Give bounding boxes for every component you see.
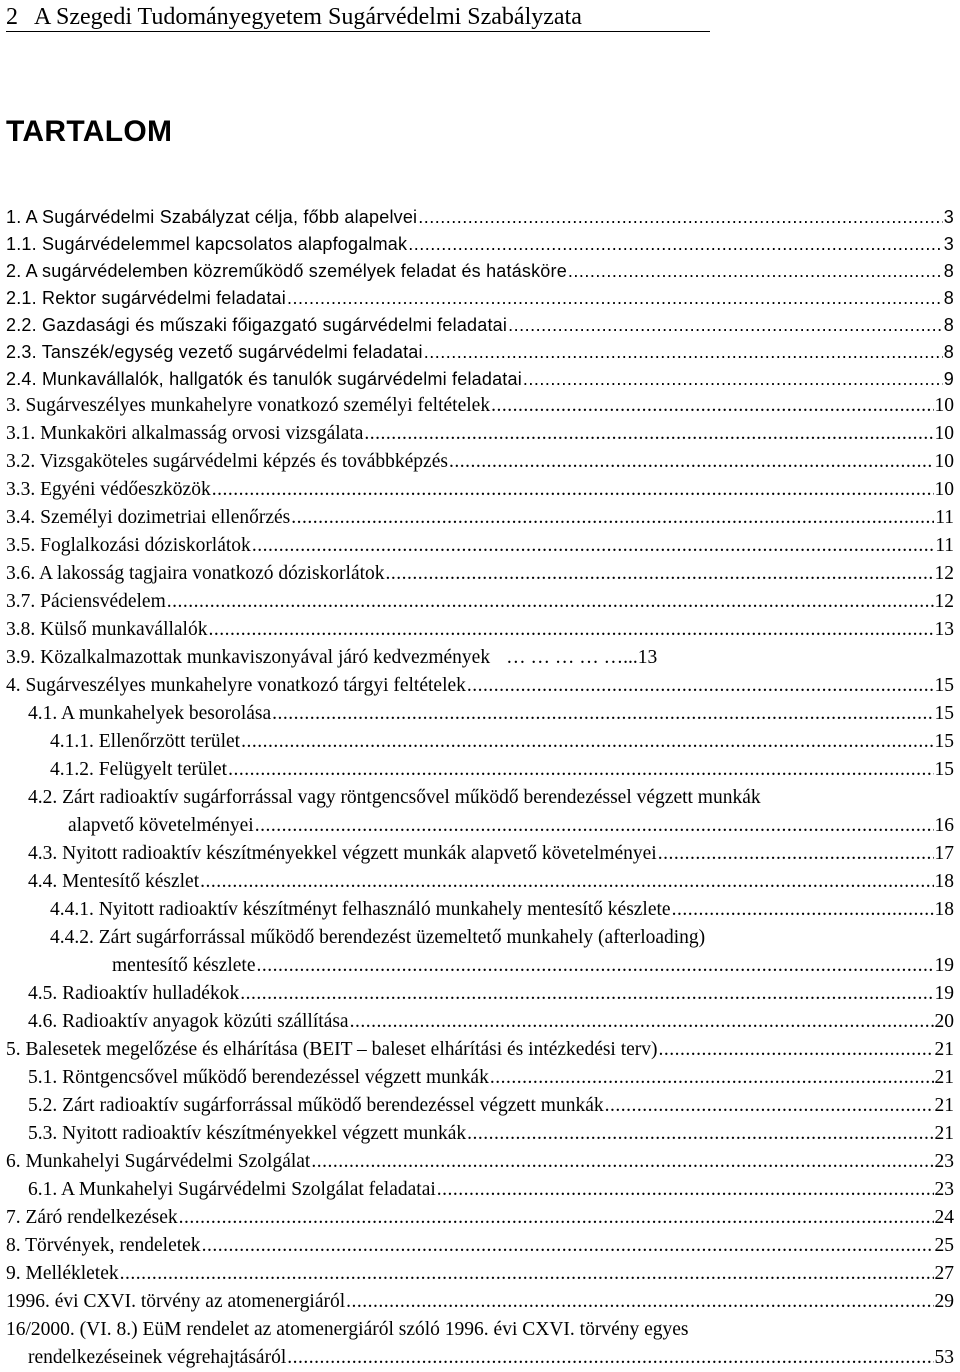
toc-entry[interactable]: 3.9. Közalkalmazottak munkaviszonyával járó kedvezmények … … … … …...13 <box>6 647 658 668</box>
toc-entry[interactable]: 2.1. Rektor sugárvédelmi feladatai ..... 8 <box>6 286 954 310</box>
toc-entry[interactable]: 1. A Sugárvédelmi Szabályzat célja, főbb alapelvei ..... 3 <box>6 205 954 229</box>
toc-entry[interactable]: 2.3. Tanszék/egység vezető sugárvédelmi feladatai ..... 8 <box>6 340 954 364</box>
toc-entry[interactable]: 1.1. Sugárvédelemmel kapcsolatos alapfogalmak ..... 3 <box>6 232 954 256</box>
toc-entry[interactable]: 4. Sugárveszélyes munkahelyre vonatkozó tárgyi feltételek ..... 15 <box>6 674 954 698</box>
toc-entry[interactable]: 3.2. Vizsgaköteles sugárvédelmi képzés és továbbképzés ..... 10 <box>6 450 954 474</box>
toc-entry[interactable]: 4.1.1. Ellenőrzött terület ..... 15 <box>50 730 954 754</box>
header-title: A Szegedi Tudományegyetem Sugárvédelmi Szabályzata <box>34 4 582 30</box>
toc-entry[interactable]: 2.2. Gazdasági és műszaki főigazgató sugárvédelmi feladatai ..... 8 <box>6 313 954 337</box>
toc-entry[interactable]: 4.3. Nyitott radioaktív készítményekkel végzett munkák alapvető követelményei ..... 17 <box>28 842 954 866</box>
toc-entry[interactable]: 6. Munkahelyi Sugárvédelmi Szolgálat ..... 23 <box>6 1150 954 1174</box>
toc-entry[interactable]: 5.1. Röntgencsővel működő berendezéssel végzett munkák ..... 21 <box>28 1066 954 1090</box>
toc-entry[interactable]: 3.5. Foglalkozási dóziskorlátok ..... 11 <box>6 534 954 558</box>
toc-entry-continuation[interactable]: rendelkezéseinek végrehajtásáról ..... 53 <box>28 1346 954 1370</box>
toc-entry[interactable]: 4.5. Radioaktív hulladékok ..... 19 <box>28 982 954 1006</box>
toc-entry[interactable]: 4.1. A munkahelyek besorolása ..... 15 <box>28 702 954 726</box>
toc-entry[interactable]: 2.4. Munkavállalók, hallgatók és tanulók sugárvédelmi feladatai ..... 9 <box>6 367 954 391</box>
toc-entry[interactable]: 8. Törvények, rendeletek ..... 25 <box>6 1234 954 1258</box>
toc-entry[interactable]: 4.4.1. Nyitott radioaktív készítményt felhasználó munkahely mentesítő készlete ..... 18 <box>50 898 954 922</box>
toc-entry[interactable]: 3.4. Személyi dozimetriai ellenőrzés ..... 11 <box>6 506 954 530</box>
toc-entry[interactable]: 3.8. Külső munkavállalók ..... 13 <box>6 618 954 642</box>
toc-entry[interactable]: 3.3. Egyéni védőeszközök ..... 10 <box>6 478 954 502</box>
page-title: TARTALOM <box>6 115 173 148</box>
running-header <box>6 4 710 32</box>
toc-entry[interactable]: 5. Balesetek megelőzése és elhárítása (BEIT – baleset elhárítási és intézkedési terv) ..... 21 <box>6 1038 954 1062</box>
toc-entry[interactable]: 16/2000. (VI. 8.) EüM rendelet az atomenergiáról szóló 1996. évi CXVI. törvény egyes <box>6 1319 689 1340</box>
toc-entry[interactable]: 1996. évi CXVI. törvény az atomenergiáról ..... 29 <box>6 1290 954 1314</box>
toc-entry-continuation[interactable]: mentesítő készlete ..... 19 <box>112 954 954 978</box>
toc-entry[interactable]: 4.4. Mentesítő készlet ..... 18 <box>28 870 954 894</box>
toc-entry[interactable]: 3.6. A lakosság tagjaira vonatkozó dóziskorlátok ..... 12 <box>6 562 954 586</box>
toc-entry[interactable]: 7. Záró rendelkezések ..... 24 <box>6 1206 954 1230</box>
toc-entry[interactable]: 2. A sugárvédelemben közreműködő személyek feladat és hatásköre ..... 8 <box>6 259 954 283</box>
toc-entry[interactable]: 9. Mellékletek ..... 27 <box>6 1262 954 1286</box>
toc-entry[interactable]: 4.6. Radioaktív anyagok közúti szállítása ..... 20 <box>28 1010 954 1034</box>
toc-entry[interactable]: 4.2. Zárt radioaktív sugárforrással vagy röntgencsővel működő berendezéssel végzett munkák <box>28 787 761 808</box>
header-page-number: 2 <box>6 4 18 30</box>
toc-entry[interactable]: 4.1.2. Felügyelt terület ..... 15 <box>50 758 954 782</box>
toc-entry[interactable]: 3. Sugárveszélyes munkahelyre vonatkozó személyi feltételek ..... 10 <box>6 394 954 418</box>
toc-entry[interactable]: 3.7. Páciensvédelem ..... 12 <box>6 590 954 614</box>
toc-entry[interactable]: 6.1. A Munkahelyi Sugárvédelmi Szolgálat feladatai ..... 23 <box>28 1178 954 1202</box>
toc-entry[interactable]: 5.2. Zárt radioaktív sugárforrással működő berendezéssel végzett munkák ..... 21 <box>28 1094 954 1118</box>
toc-entry[interactable]: 5.3. Nyitott radioaktív készítményekkel végzett munkák ..... 21 <box>28 1122 954 1146</box>
toc-entry[interactable]: 3.1. Munkaköri alkalmasság orvosi vizsgálata ..... 10 <box>6 422 954 446</box>
toc-entry-continuation[interactable]: alapvető követelményei ..... 16 <box>68 814 954 838</box>
toc-entry[interactable]: 4.4.2. Zárt sugárforrással működő berendezést üzemeltető munkahely (afterloading) <box>50 927 706 948</box>
